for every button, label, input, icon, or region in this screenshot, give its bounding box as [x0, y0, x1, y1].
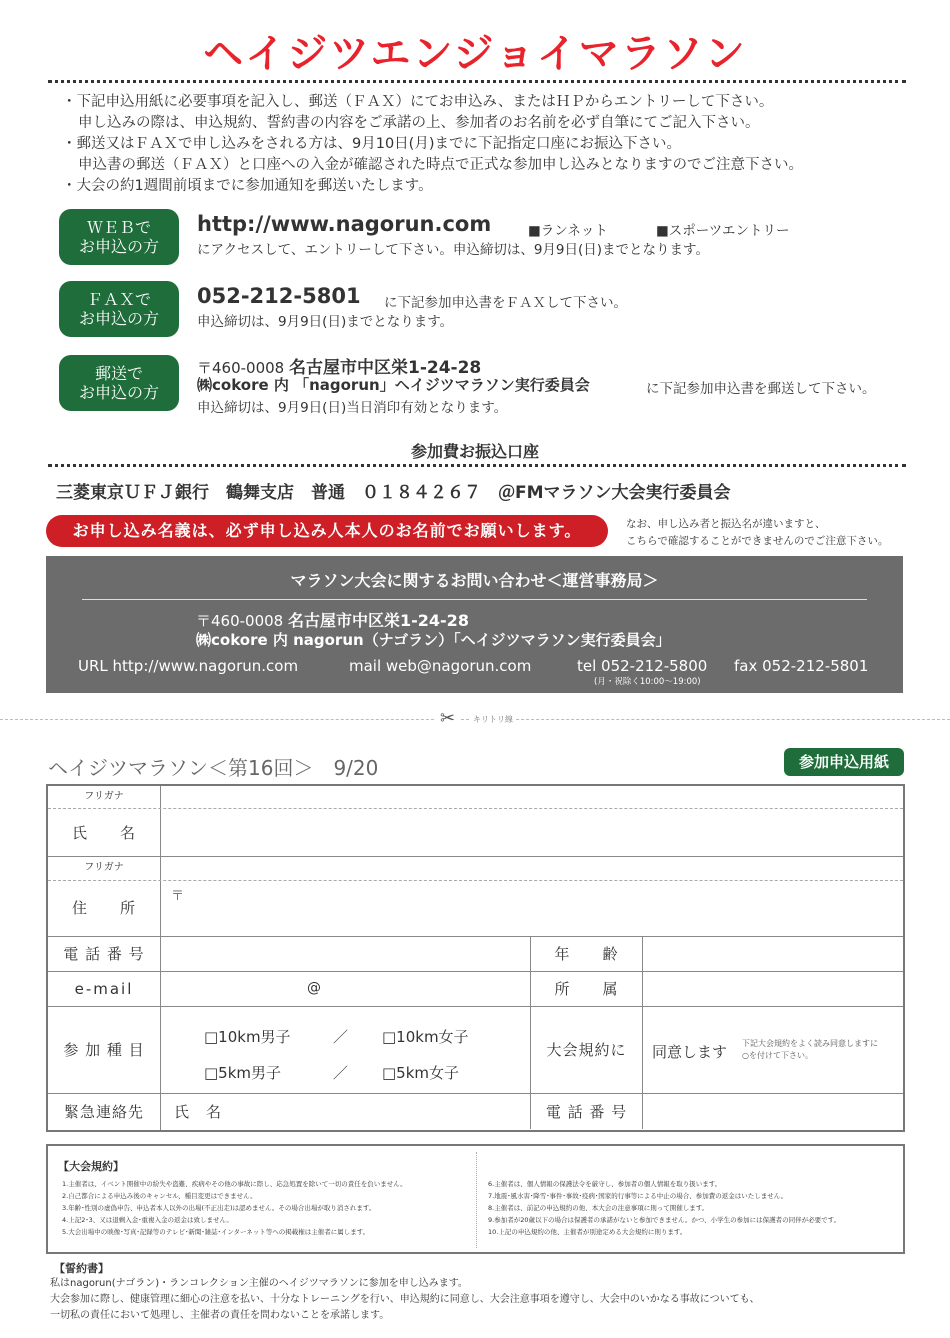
- rules-right: [488, 1178, 840, 1238]
- bank-account: 三菱東京ＵＦＪ銀行 鶴舞支店 普通 ０１８４２６７ ＠FMマラソン大会実行委員会: [56, 483, 731, 503]
- pledge-text: [50, 1276, 760, 1324]
- age-label: 年 齢: [554, 945, 619, 963]
- address-label: 住 所: [71, 899, 136, 917]
- web-desc: にアクセスして、エントリーして下さい。申込締切は、9月9日(日)までとなります。: [197, 242, 709, 258]
- rule-item: 2.自己都合による申込み後のキャンセル、種目変更はできません。: [62, 1192, 257, 1200]
- fax-apply-badge: [59, 281, 179, 337]
- bank-heading: 参加費お振込口座: [410, 442, 539, 461]
- row-divider: [48, 1006, 903, 1007]
- at-mark: @: [307, 980, 321, 996]
- agree-note: ○を付けて下さい。: [742, 1051, 813, 1060]
- mail-desc: に下記参加申込書を郵送して下さい。: [646, 381, 876, 397]
- phone-label: 電 話 番 号: [63, 945, 145, 963]
- bank-note: こちらで確認することができませんのでご注意下さい。: [626, 535, 889, 547]
- option-slash: ／: [333, 1064, 349, 1082]
- contact-fax: fax 052-212-5801: [734, 657, 869, 675]
- emergency-label: 緊急連絡先: [63, 1103, 144, 1121]
- application-notes: [62, 92, 922, 197]
- divider: [82, 599, 867, 600]
- email-label: e-mail: [74, 980, 134, 998]
- option-10km-female[interactable]: □10km女子: [382, 1028, 469, 1046]
- badge-line: ＦＡＸで: [86, 290, 151, 309]
- contact-hours: (月・祝除く10:00〜19:00): [594, 677, 701, 687]
- pledge-heading: 【誓約書】: [54, 1262, 109, 1275]
- category-label: 参 加 種 目: [63, 1041, 145, 1059]
- mail-apply-badge: [59, 355, 179, 411]
- address: 名古屋市中区栄1-24-28: [288, 611, 469, 630]
- age-field[interactable]: [643, 937, 903, 971]
- form-badge: 参加申込用紙: [784, 748, 904, 776]
- emergency-phone-field[interactable]: [643, 1094, 903, 1130]
- badge-line: お申込の方: [78, 383, 159, 402]
- rules-heading: 【大会規約】: [58, 1160, 124, 1173]
- address-field[interactable]: [161, 881, 903, 936]
- badge-line: ＷＥＢで: [86, 218, 151, 237]
- affiliation-field[interactable]: [643, 972, 903, 1006]
- option-10km-male[interactable]: □10km男子: [204, 1028, 291, 1046]
- rule-item: 5.大会出場中の映像･写真･記録等のテレビ･新聞･雑誌･インターネット等への掲載権は主催者に属します。: [62, 1228, 370, 1236]
- note-line: ・下記申込用紙に必要事項を記入し、郵送（ＦＡＸ）にてお申込み、またはＨＰからエントリーして下さい。: [62, 94, 774, 110]
- rule-item: 7.地震･風水害･降雪･事件･事故･疫病･国家的行事等による中止の場合、参加費の返金はいたしません。: [488, 1192, 788, 1200]
- note-line: 申込書の郵送（ＦＡＸ）と口座への入金が確認された時点で正式な参加申し込みとなりますのでご注意下さい。: [78, 157, 803, 173]
- zip-code: 〒460-0008: [196, 612, 284, 630]
- rule-item: 6.主催者は、個人情報の保護法令を厳守し、参加者の個人情報を取り扱います。: [488, 1180, 722, 1188]
- address-furigana-label: フリガナ: [84, 862, 124, 873]
- emergency-name-label: 氏 名: [174, 1103, 223, 1121]
- note-line: ・大会の約1週間前頃までに参加通知を郵送いたします。: [62, 178, 433, 194]
- pledge-line: 大会参加に際し、健康管理に細心の注意を払い、十分なトレーニングを行い、申込規約に同意し、大会注意事項を遵守し、大会中のいかなる事故についても、: [50, 1294, 760, 1305]
- fax-deadline: 申込締切は、9月9日(日)までとなります。: [197, 314, 454, 330]
- mail-deadline: 申込締切は、9月9日(日)当日消印有効となります。: [197, 400, 508, 416]
- web-url[interactable]: http://www.nagorun.com: [197, 212, 492, 236]
- web-option-sportsentry: ■スポーツエントリー: [656, 223, 790, 239]
- form-title: ヘイジツマラソン＜第16回＞ 9/20: [48, 756, 379, 780]
- web-apply-badge: [59, 209, 179, 265]
- divider: [48, 464, 906, 467]
- note-line: 申し込みの際は、申込規約、誓約書の内容をご承諾の上、参加者のお名前を必ず自筆にてご記入下さい。: [78, 115, 760, 131]
- option-5km-female[interactable]: □5km女子: [382, 1064, 460, 1082]
- agree-note: 下記大会規約をよく読み同意しますに: [742, 1039, 878, 1048]
- rule-item: 9.参加者が20歳以下の場合は保護者の承諾がないと参加できません。かつ、小学生の参加には保護者の同伴が必要です。: [488, 1216, 841, 1224]
- address: 名古屋市中区栄1-24-28: [289, 358, 482, 378]
- rules-divider: [476, 1152, 477, 1248]
- zip-code: 〒460-0008: [197, 359, 285, 377]
- cut-label: キリトリ線: [470, 714, 516, 725]
- contact-box: [46, 556, 903, 693]
- name-furigana-label: フリガナ: [84, 791, 124, 802]
- zip-mark: 〒: [171, 889, 185, 904]
- fax-number: 052-212-5801: [197, 284, 361, 308]
- contact-mail[interactable]: mail web@nagorun.com: [349, 657, 532, 675]
- bank-note: なお、申し込み者と振込名が違いますと、: [626, 518, 826, 530]
- affiliation-label: 所 属: [554, 980, 619, 998]
- name-field[interactable]: [161, 809, 903, 856]
- option-slash: ／: [333, 1028, 349, 1046]
- emergency-phone-label: 電 話 番 号: [545, 1103, 628, 1121]
- name-label: 氏 名: [71, 824, 136, 842]
- name-warning: お申し込み名義は、必ず申し込み人本人のお名前でお願いします。: [46, 515, 608, 547]
- rule-item: 1.主催者は、イベント開催中の紛失や盗難、疾病やその他の事故に際し、応急処置を除いて一切の責任を負いません。: [62, 1180, 407, 1188]
- phone-field[interactable]: [161, 937, 530, 971]
- name-furigana-field[interactable]: [161, 786, 903, 808]
- email-field[interactable]: [161, 972, 530, 1006]
- rules-left: [62, 1178, 407, 1238]
- rule-item: 8.主催者は、前記の申込規約の他、本大会の注意事項に則って開催します。: [488, 1204, 709, 1212]
- rules-box: [46, 1144, 905, 1254]
- rule-item: 10.上記の申込規約の他、主催者が別途定める大会規約に則ります。: [488, 1228, 687, 1236]
- note-line: ・郵送又はＦＡＸで申し込みをされる方は、9月10日(月)までに下記指定口座にお振込下さい。: [62, 136, 681, 152]
- rule-item: 4.上記2･3、又は退剰入金･重複入金の返金は致しません。: [62, 1216, 233, 1224]
- contact-tel: tel 052-212-5800: [577, 657, 708, 675]
- web-option-runnet: ■ランネット: [528, 223, 608, 239]
- mail-company: ㈱cokore 内 「nagorun」ヘイジツマラソン実行委員会: [197, 376, 590, 394]
- rule-item: 3.年齢･性別の虚偽申告、申込者本人以外の出場(不正出走)は認めません。その場合出場が取り消されます。: [62, 1204, 376, 1212]
- pledge-line: 私はnagorun(ナゴラン)・ランコレクション主催のヘイジツマラソンに参加を申し込みます。: [50, 1278, 468, 1289]
- emergency-name-field[interactable]: [248, 1094, 530, 1130]
- contact-url[interactable]: URL http://www.nagorun.com: [78, 657, 299, 675]
- fax-desc: に下記参加申込書をＦＡＸして下さい。: [384, 295, 627, 311]
- scissors-icon: ✂: [436, 710, 459, 728]
- pledge-line: 一切私の責任において処理し、主催者の責任を問わないことを承諾します。: [50, 1310, 390, 1321]
- rules-agree-label: 大会規約に: [546, 1041, 627, 1059]
- badge-line: お申込の方: [78, 237, 159, 256]
- agree-field[interactable]: 同意します: [652, 1043, 728, 1061]
- contact-heading: マラソン大会に関するお問い合わせ＜運営事務局＞: [290, 571, 659, 590]
- badge-line: 郵送で: [94, 364, 143, 383]
- application-form: [46, 784, 905, 1132]
- option-5km-male[interactable]: □5km男子: [204, 1064, 282, 1082]
- contact-company: ㈱cokore 内 nagorun（ナゴラン）「ヘイジツマラソン実行委員会」: [196, 631, 671, 649]
- divider: [48, 80, 906, 83]
- badge-line: お申込の方: [78, 309, 159, 328]
- contact-address: [196, 608, 469, 631]
- page-title: ヘイジツエンジョイマラソン: [203, 31, 747, 77]
- address-furigana-field[interactable]: [161, 857, 903, 879]
